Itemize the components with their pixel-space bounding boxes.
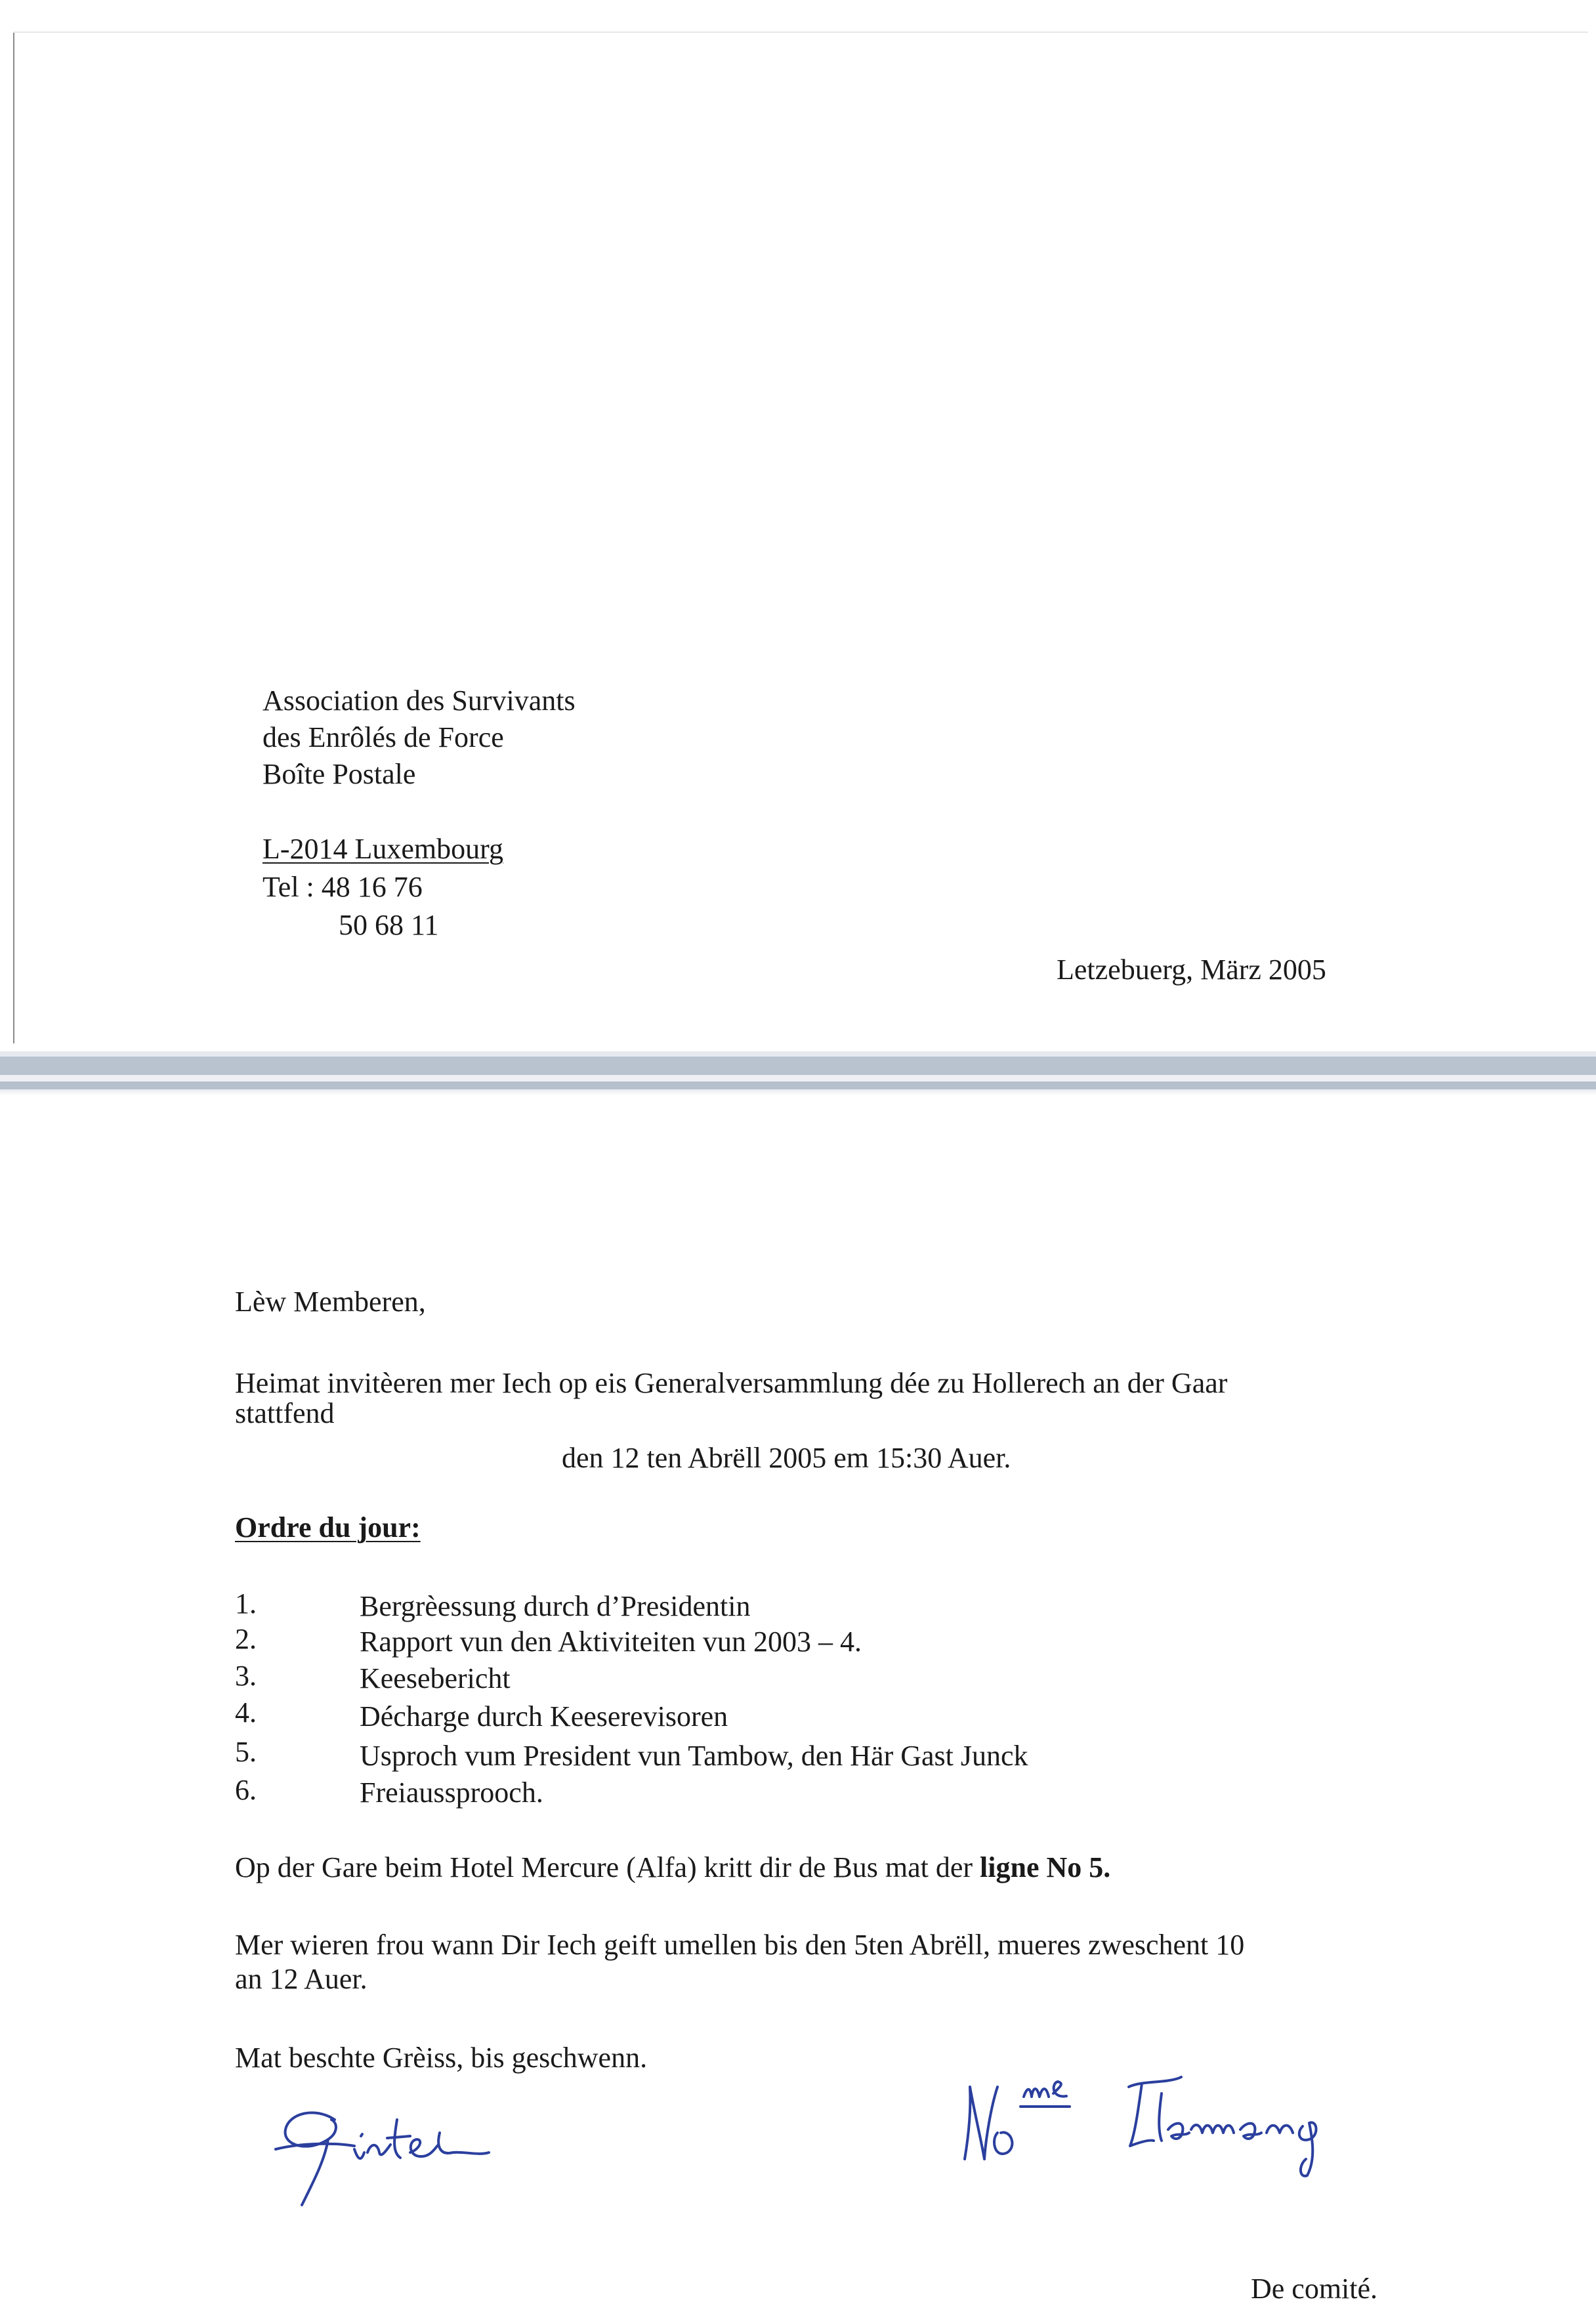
agenda-number: 3. (235, 1660, 257, 1692)
reply-line-2: an 12 Auer. (235, 1963, 368, 1995)
sender-name-line1: Association des Survivants (262, 684, 576, 717)
sender-city: L-2014 Luxembourg (262, 833, 504, 865)
sender-name-line2: des Enrôlés de Force (262, 721, 504, 753)
agenda-text: Rapport vun den Aktiviteiten vun 2003 – 4. (360, 1626, 862, 1658)
bus-info (235, 1849, 1110, 1886)
agenda-text: Freiaussprooch. (360, 1776, 543, 1809)
intro-line-2: stattfend (235, 1397, 335, 1429)
agenda-number: 5. (235, 1736, 257, 1768)
agenda-text: Usproch vum President vun Tambow, den Här Gast Junck (360, 1740, 1028, 1772)
bus-line-number: ligne No 5. (980, 1851, 1111, 1883)
page-left-edge (13, 33, 14, 1043)
sender-telephone: Tel : 48 16 76 (262, 871, 423, 903)
fold-band (0, 1049, 1596, 1096)
agenda-number: 1. (235, 1587, 257, 1620)
agenda-number: 2. (235, 1623, 257, 1655)
bus-info-text: Op der Gare beim Hotel Mercure (Alfa) kritt dir de Bus mat der (235, 1851, 980, 1883)
agenda-heading: Ordre du jour: (235, 1511, 421, 1544)
sign-off: De comité. (1251, 2273, 1378, 2305)
sender-telephone-2: 50 68 11 (339, 909, 439, 941)
agenda-text: Décharge durch Keeserevisoren (360, 1700, 728, 1732)
date-line: Letzebuerg, März 2005 (1057, 954, 1326, 986)
meeting-datetime: den 12 ten Abrëll 2005 em 15:30 Auer. (562, 1442, 1011, 1474)
agenda-text: Keesebericht (360, 1662, 511, 1694)
agenda-text: Bergrèessung durch d’Presidentin (360, 1590, 751, 1622)
salutation: Lèw Memberen, (235, 1286, 426, 1318)
reply-line-1: Mer wieren frou wann Dir Iech geift umellen bis den 5ten Abrëll, mueres zweschent 10 (235, 1929, 1245, 1961)
intro-line-1: Heimat invitèeren mer Iech op eis Generalversammlung dée zu Hollerech an der Gaar (235, 1367, 1228, 1399)
signature-left (262, 2087, 512, 2218)
agenda-number: 4. (235, 1696, 257, 1729)
closing: Mat beschte Grèiss, bis geschwenn. (235, 2042, 648, 2074)
sender-address: Boîte Postale (262, 758, 416, 790)
page-top-edge (13, 32, 1588, 33)
agenda-number: 6. (235, 1774, 257, 1806)
signature-right (945, 2067, 1418, 2179)
